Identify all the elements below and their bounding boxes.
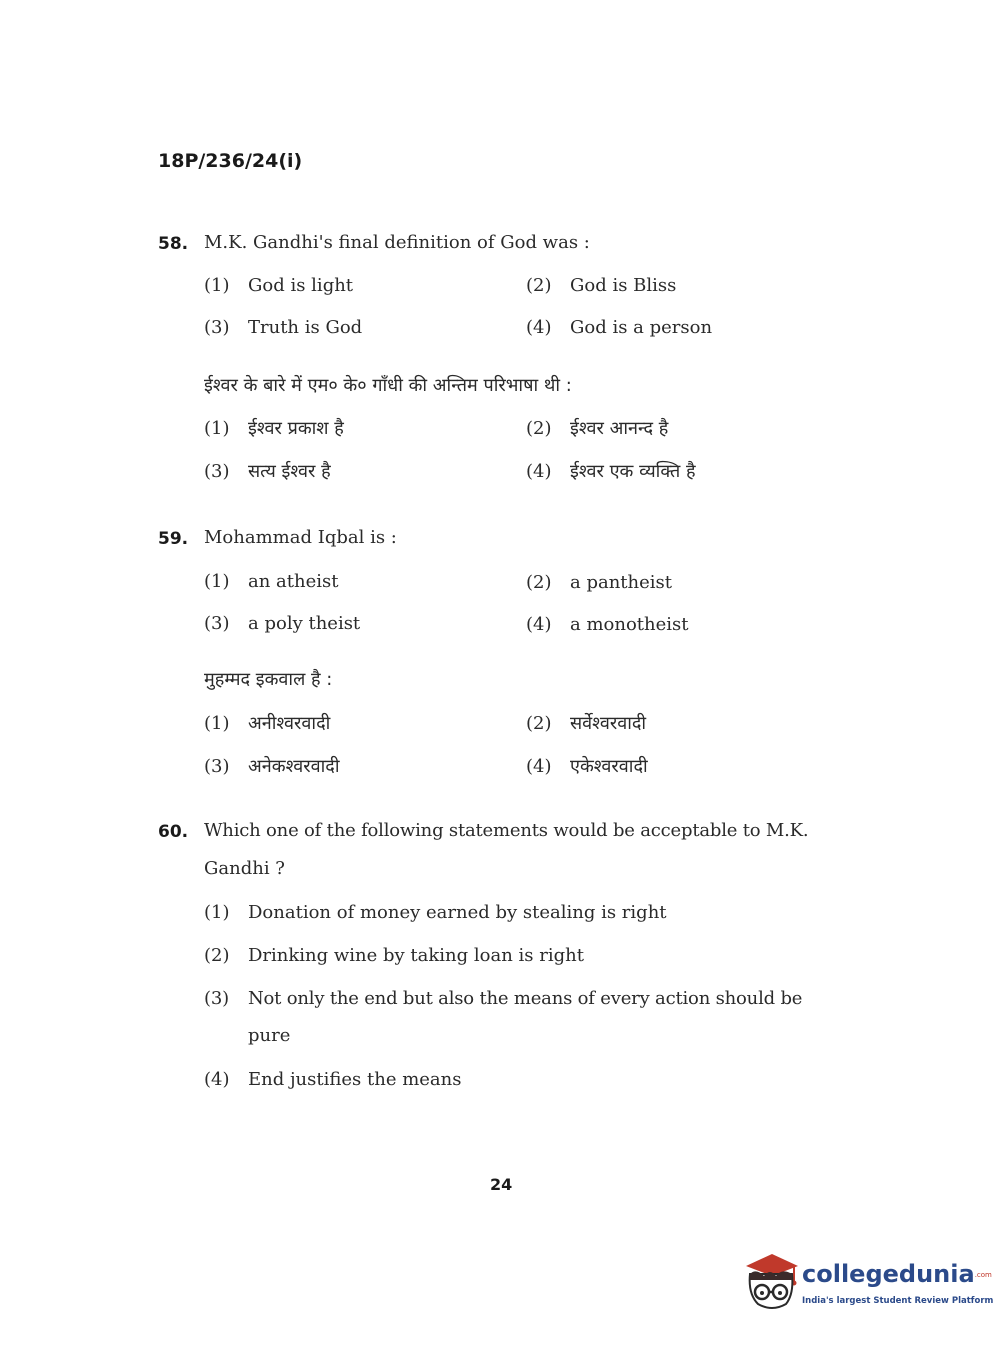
page-number: 24: [490, 1175, 513, 1194]
option-2-hindi: [526, 711, 646, 735]
option-number: (2): [526, 275, 552, 296]
option-3-hindi: [204, 459, 331, 483]
option-number: (3): [204, 988, 229, 1009]
logo-wordmark: collegedunia.com: [802, 1260, 992, 1288]
option-text: अनीश्वरवादी: [248, 713, 331, 734]
option-number: (1): [204, 418, 230, 439]
option-text: End justifies the means: [248, 1069, 462, 1090]
option-4: [526, 317, 712, 338]
logo-tagline: India's largest Student Review Platform: [802, 1296, 994, 1306]
option-number: (1): [204, 902, 230, 923]
option-4: [526, 614, 689, 635]
option-text: an atheist: [248, 571, 339, 592]
option-text: अनेकश्वरवादी: [248, 756, 340, 777]
option-number: (2): [526, 418, 552, 439]
option-number: (4): [526, 461, 552, 482]
option-1: [204, 275, 353, 296]
option-number: (4): [526, 756, 552, 777]
option-2-hindi: [526, 416, 668, 440]
mascot-icon: [742, 1252, 800, 1314]
option-text: सर्वेश्वरवादी: [570, 713, 647, 734]
question-number: 60.: [158, 822, 189, 842]
option-3-continued: pure: [248, 1025, 291, 1046]
question-text: M.K. Gandhi's final definition of God was :: [204, 232, 590, 253]
question-text-hindi: ईश्वर के बारे में एम० के० गाँधी की अन्तिम परिभाषा थी :: [204, 375, 572, 396]
option-4: [204, 1069, 461, 1090]
option-text: ईश्वर प्रकाश है: [248, 418, 344, 439]
option-text: God is Bliss: [570, 275, 677, 296]
option-text: Not only the end but also the means of every action should be: [248, 988, 803, 1009]
option-3-hindi: [204, 754, 339, 778]
option-number: (2): [204, 945, 230, 966]
option-text: a monotheist: [570, 614, 689, 635]
question-text-hindi: मुहम्मद इकवाल है :: [204, 669, 333, 690]
option-1: [204, 902, 667, 923]
question-text: Which one of the following statements would be acceptable to M.K.: [204, 820, 809, 841]
option-number: (3): [204, 613, 230, 634]
option-text: ईश्वर आनन्द है: [570, 418, 669, 439]
option-number: (1): [204, 571, 230, 592]
option-text: Donation of money earned by stealing is right: [248, 902, 667, 923]
option-2: [204, 945, 584, 966]
option-number: (4): [526, 317, 552, 338]
option-2: [526, 572, 672, 593]
option-number: (2): [526, 713, 552, 734]
option-number: (1): [204, 713, 230, 734]
question-text-continued: Gandhi ?: [204, 858, 285, 879]
question-number: 59.: [158, 529, 189, 549]
option-text: Drinking wine by taking loan is right: [248, 945, 584, 966]
option-number: (2): [526, 572, 552, 593]
option-number: (4): [526, 614, 552, 635]
paper-code: 18P/236/24(i): [158, 150, 303, 172]
option-4-hindi: [526, 459, 696, 483]
question-text: Mohammad Iqbal is :: [204, 527, 397, 548]
option-text: ईश्वर एक व्यक्ति है: [570, 461, 696, 482]
option-number: (1): [204, 275, 230, 296]
option-text: God is a person: [570, 317, 713, 338]
option-text: a pantheist: [570, 572, 673, 593]
option-text: सत्य ईश्वर है: [248, 461, 331, 482]
collegedunia-logo: [742, 1252, 994, 1314]
option-3: [204, 988, 802, 1009]
question-number: 58.: [158, 234, 189, 254]
option-4-hindi: [526, 754, 648, 778]
option-number: (4): [204, 1069, 230, 1090]
option-text: Truth is God: [248, 317, 363, 338]
option-3: [204, 317, 362, 338]
option-3: [204, 613, 360, 634]
option-1-hindi: [204, 416, 344, 440]
option-number: (3): [204, 317, 230, 338]
option-1-hindi: [204, 711, 330, 735]
option-text: God is light: [248, 275, 354, 296]
option-text: a poly theist: [248, 613, 361, 634]
logo-suffix: .com: [974, 1271, 992, 1279]
option-1: [204, 571, 338, 592]
option-text: एकेश्वरवादी: [570, 756, 648, 777]
option-number: (3): [204, 461, 230, 482]
option-number: (3): [204, 756, 230, 777]
option-2: [526, 275, 676, 296]
